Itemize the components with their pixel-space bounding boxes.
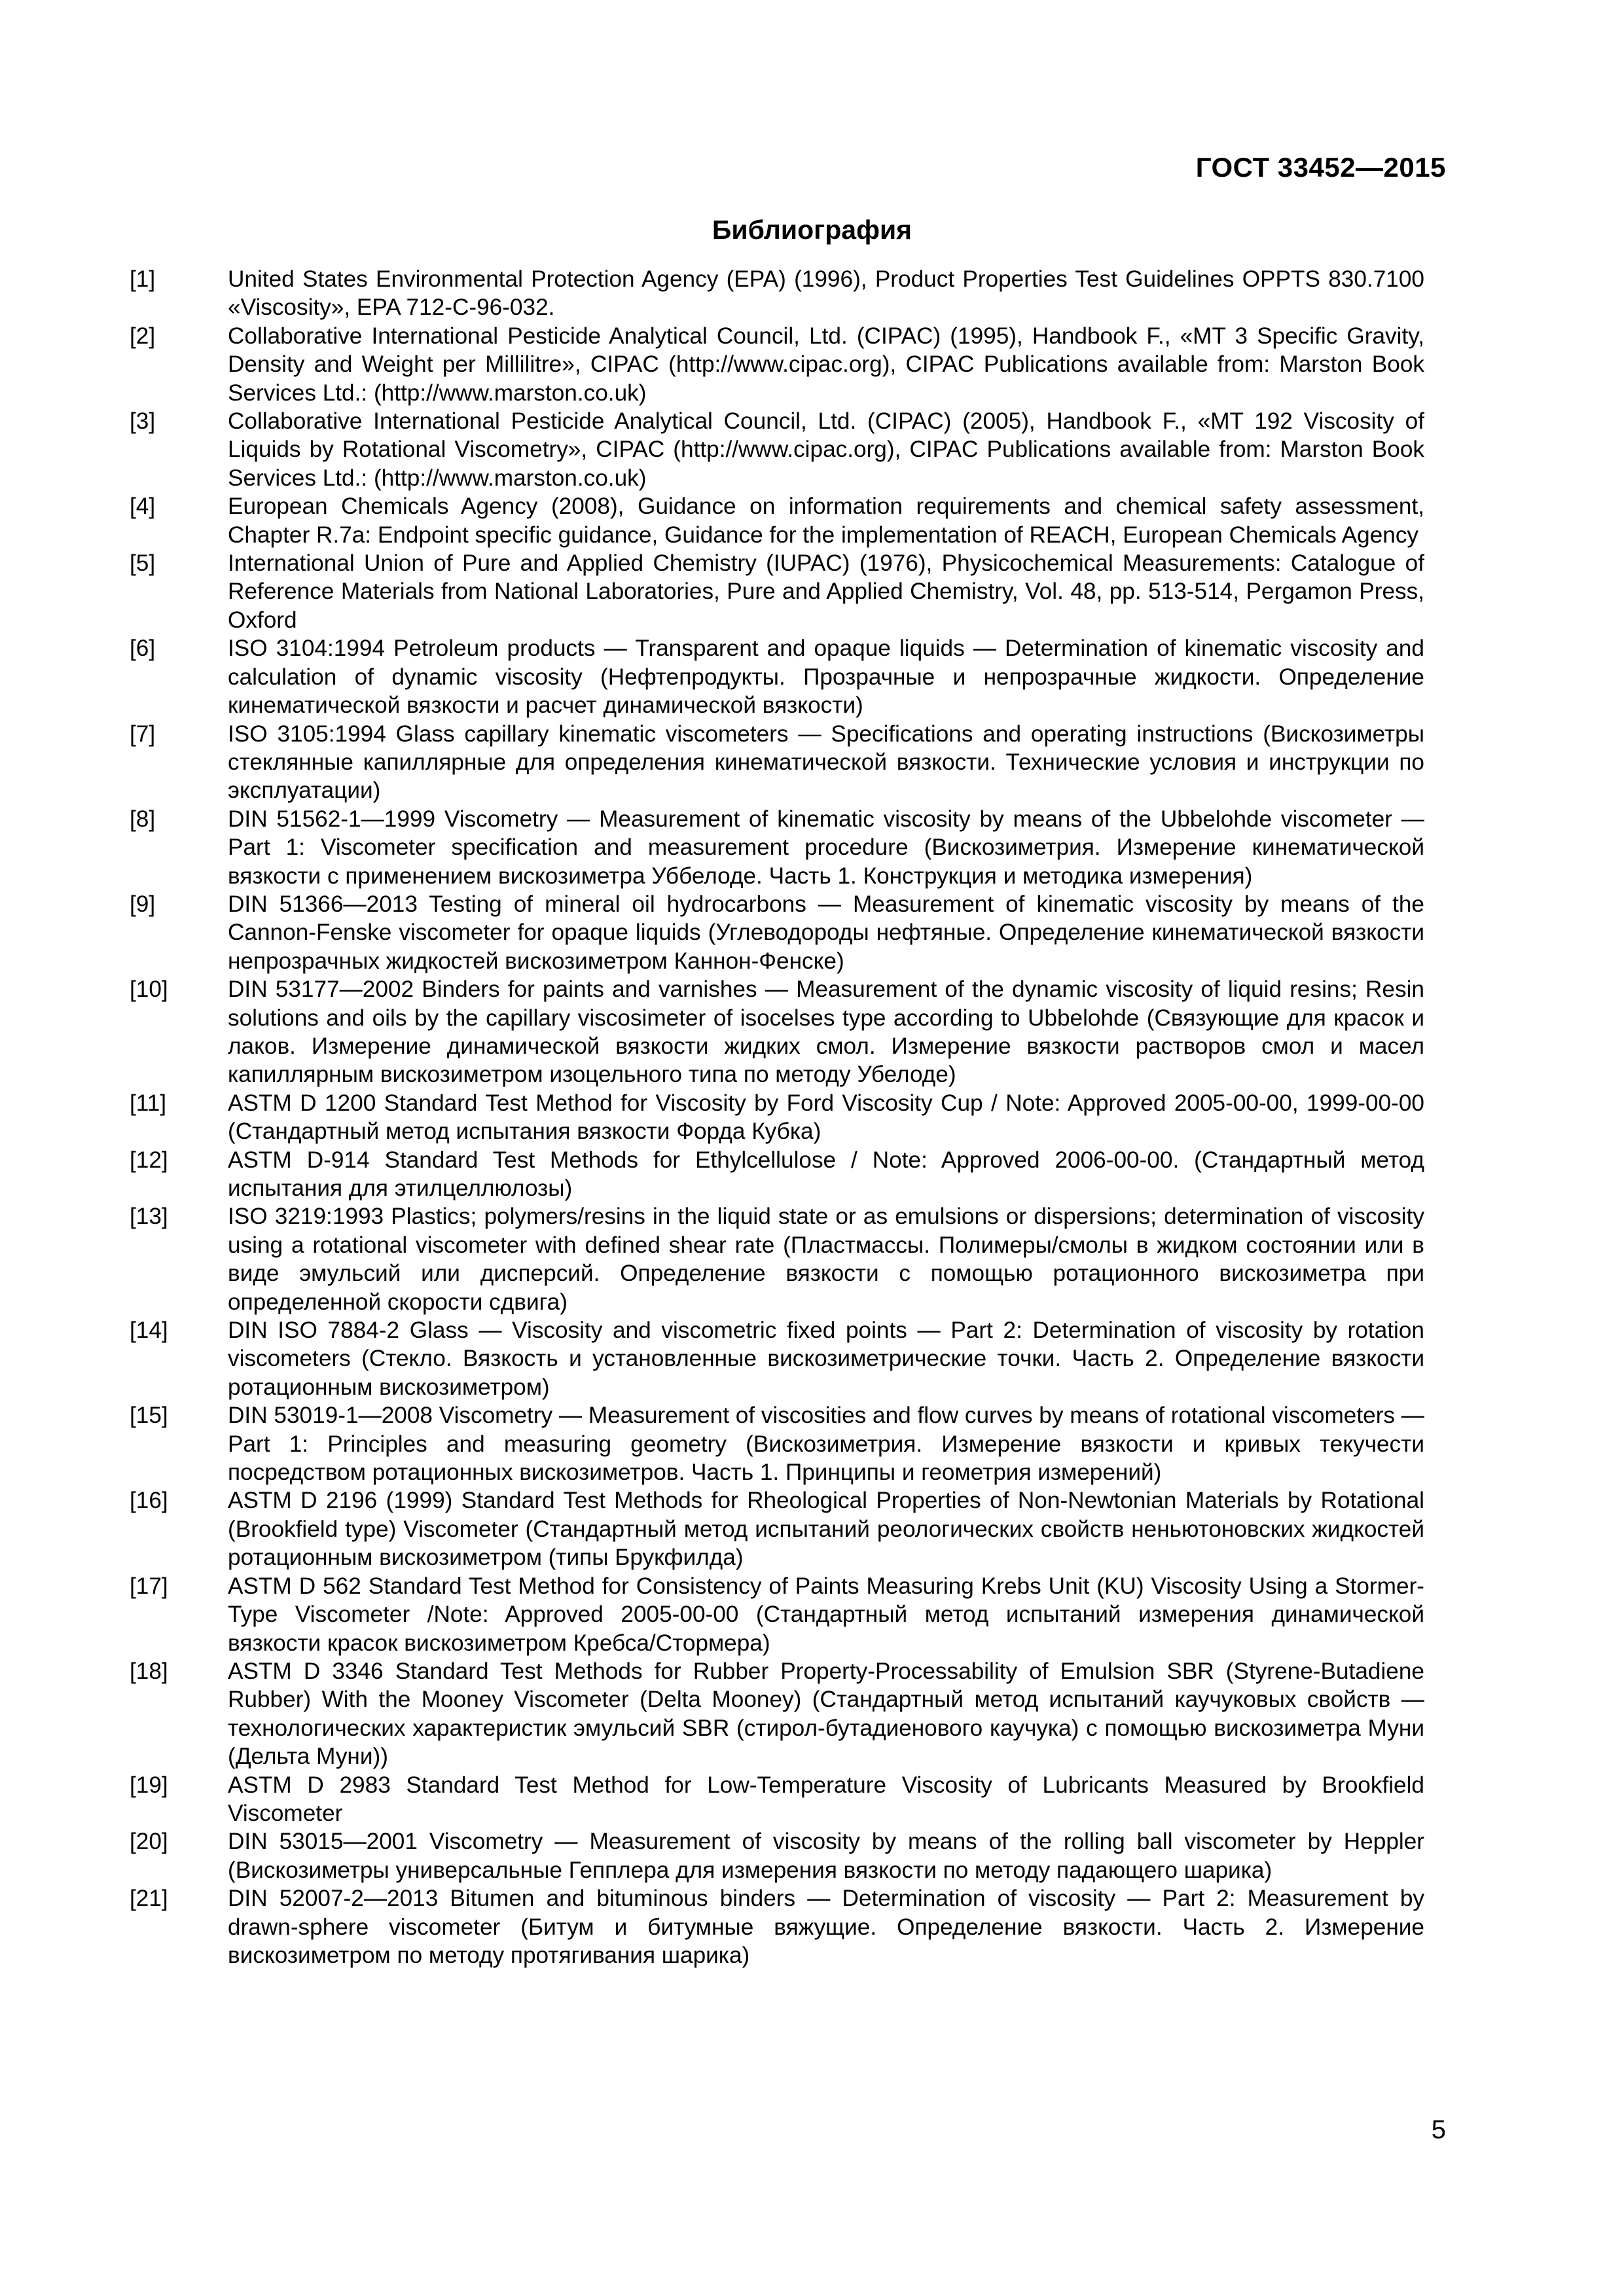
reference-number: [2]	[130, 323, 156, 349]
reference-text: ASTM D 2983 Standard Test Method for Low-Temperature Viscosity of Lubricants Measured by Brookfield Viscometer	[228, 1772, 1424, 1826]
reference-text: DIN 52007-2—2013 Bitumen and bituminous binders — Determination of viscosity — Part 2: Measurement by drawn-sphere viscometer (Битум и битумные вяжущие. Определение вязкости. Часть 2. Измерение вискозиметром по методу протягивания шарика)	[228, 1886, 1424, 1968]
reference-number: [18]	[130, 1658, 168, 1684]
reference-number: [1]	[130, 266, 156, 292]
bibliography-entry	[130, 975, 1424, 1089]
reference-text: ASTM D-914 Standard Test Methods for Ethylcellulose / Note: Approved 2006-00-00. (Стандартный метод испытания для этилцеллюлозы)	[228, 1147, 1424, 1201]
reference-text: ASTM D 3346 Standard Test Methods for Rubber Property-Processability of Emulsion SBR (Styrene-Butadiene Rubber) With the Mooney Viscometer (Delta Mooney) (Стандартный метод испытаний каучуковых свойств — технологических характеристик эмульсий SBR (стирол-бутадиенового каучука) с помощью вискозиметра Муни (Дельта Муни))	[228, 1658, 1424, 1770]
bibliography-entry	[130, 1827, 1424, 1884]
bibliography-entry	[130, 1401, 1424, 1486]
reference-text: ISO 3219:1993 Plastics; polymers/resins in the liquid state or as emulsions or dispersions; determination of viscosity using a rotational viscometer with defined shear rate (Пластмассы. Полимеры/смолы в жидком состоянии или в виде эмульсий или дисперсий. Определение вязкости с помощью ротационного вискозиметра при определенной скорости сдвига)	[228, 1204, 1424, 1315]
bibliography-entry	[130, 1316, 1424, 1401]
reference-number: [5]	[130, 550, 156, 577]
bibliography-entry	[130, 1146, 1424, 1203]
reference-text: ASTM D 1200 Standard Test Method for Viscosity by Ford Viscosity Cup / Note: Approved 2005-00-00, 1999-00-00 (Стандартный метод испытания вязкости Форда Кубка)	[228, 1090, 1424, 1145]
reference-text: ISO 3104:1994 Petroleum products — Transparent and opaque liquids — Determination of kinematic viscosity and calculation of dynamic viscosity (Нефтепродукты. Прозрачные и непрозрачные жидкости. Определение кинематической вязкости и расчет динамической вязкости)	[228, 636, 1424, 719]
bibliography-entry	[130, 1089, 1424, 1146]
standard-code: ГОСТ 33452—2015	[1195, 152, 1446, 183]
reference-number: [11]	[130, 1090, 167, 1116]
reference-text: International Union of Pure and Applied Chemistry (IUPAC) (1976), Physicochemical Measurements: Catalogue of Reference Materials from National Laboratories, Pure and Applied Chemistry, Vol. 48, pp. 513-514, Pergamon Press, Oxford	[228, 550, 1424, 633]
reference-number: [16]	[130, 1488, 168, 1514]
reference-text: ASTM D 2196 (1999) Standard Test Methods for Rheological Properties of Non-Newtonian Materials by Rotational (Brookfield type) Viscometer (Стандартный метод испытаний реологических свойств неньютоновских жидкостей ротационным вискозиметром (типы Брукфилда)	[228, 1488, 1424, 1571]
reference-text: DIN ISO 7884-2 Glass — Viscosity and viscometric fixed points — Part 2: Determination of viscosity by rotation viscometers (Стекло. Вязкость и установленные вискозиметрические точки. Часть 2. Определение вязкости ротационным вискозиметром)	[228, 1318, 1424, 1400]
bibliography-entry	[130, 720, 1424, 805]
bibliography-entry	[130, 1486, 1424, 1571]
reference-number: [19]	[130, 1772, 168, 1798]
reference-text: DIN 53177—2002 Binders for paints and varnishes — Measurement of the dynamic viscosity of liquid resins; Resin solutions and oils by the capillary viscosimeter of isocelses type according to Ubbelohde (Связующие для красок и лаков. Измерение динамической вязкости жидких смол. Измерение вязкости растворов смол и масел капиллярным вискозиметром изоцельного типа по методу Убелоде)	[228, 977, 1424, 1088]
reference-number: [12]	[130, 1147, 168, 1173]
reference-text: ASTM D 562 Standard Test Method for Consistency of Paints Measuring Krebs Unit (KU) Viscosity Using a Stormer-Type Viscometer /Note: Approved 2005-00-00 (Стандартный метод испытаний измерения динамической вязкости красок вискозиметром Кребса/Стормера)	[228, 1573, 1424, 1656]
reference-number: [3]	[130, 408, 156, 435]
reference-text: DIN 51562-1—1999 Viscometry — Measurement of kinematic viscosity by means of the Ubbelohde viscometer — Part 1: Viscometer specification and measurement procedure (Вискозиметрия. Измерение кинематической вязкости с применением вискозиметра Уббелоде. Часть 1. Конструкция и методика измерения)	[228, 806, 1424, 889]
reference-number: [8]	[130, 806, 156, 832]
reference-text: DIN 53015—2001 Viscometry — Measurement of viscosity by means of the rolling ball viscometer by Heppler (Вискозиметры универсальные Гепплера для измерения вязкости по методу падающего шарика)	[228, 1829, 1424, 1883]
bibliography-entry	[130, 1884, 1424, 1969]
reference-number: [9]	[130, 891, 156, 917]
bibliography-entry	[130, 1771, 1424, 1828]
reference-text: DIN 53019-1—2008 Viscometry — Measurement of viscosities and flow curves by means of rotational viscometers — Part 1: Principles and measuring geometry (Вискозиметрия. Измерение вязкости и кривых текучести посредством ротационных вискозиметров. Часть 1. Принципы и геометрия измерений)	[228, 1403, 1424, 1486]
reference-number: [6]	[130, 636, 156, 662]
bibliography-entry	[130, 407, 1424, 492]
bibliography-entry	[130, 1657, 1424, 1771]
bibliography-heading: Библиография	[712, 215, 912, 245]
bibliography-entry	[130, 634, 1424, 719]
bibliography-list	[130, 265, 1424, 1969]
reference-number: [21]	[130, 1886, 168, 1912]
bibliography-entry	[130, 265, 1424, 322]
reference-number: [15]	[130, 1403, 168, 1429]
reference-text: United States Environmental Protection Agency (EPA) (1996), Product Properties Test Guidelines OPPTS 830.7100 «Viscosity», EPA 712-C-96-032.	[228, 266, 1424, 321]
reference-text: Collaborative International Pesticide Analytical Council, Ltd. (CIPAC) (2005), Handbook F., «MT 192 Viscosity of Liquids by Rotational Viscometry», CIPAC (http://www.cipac.org), CIPAC Publications available from: Marston Book Services Ltd.: (http://www.marston.co.uk)	[228, 408, 1424, 491]
bibliography-entry	[130, 805, 1424, 890]
reference-number: [4]	[130, 493, 156, 520]
bibliography-entry	[130, 1202, 1424, 1316]
reference-number: [17]	[130, 1573, 168, 1599]
reference-text: ISO 3105:1994 Glass capillary kinematic viscometers — Specifications and operating instructions (Вискозиметры стеклянные капиллярные для определения кинематической вязкости. Технические условия и инструкции по эксплуатации)	[228, 721, 1424, 804]
bibliography-entry	[130, 1572, 1424, 1657]
bibliography-entry	[130, 492, 1424, 549]
reference-number: [14]	[130, 1318, 168, 1344]
reference-number: [7]	[130, 721, 156, 747]
reference-number: [10]	[130, 977, 168, 1003]
bibliography-entry	[130, 322, 1424, 407]
reference-number: [13]	[130, 1204, 168, 1230]
reference-text: Collaborative International Pesticide Analytical Council, Ltd. (CIPAC) (1995), Handbook F., «MT 3 Specific Gravity, Density and Weight per Millilitre», CIPAC (http://www.cipac.org), CIPAC Publications available from: Marston Book Services Ltd.: (http://www.marston.co.uk)	[228, 323, 1424, 406]
reference-text: DIN 51366—2013 Testing of mineral oil hydrocarbons — Measurement of kinematic viscosity by means of the Cannon-Fenske viscometer for opaque liquids (Углеводороды нефтяные. Определение кинематической вязкости непрозрачных жидкостей вискозиметром Каннон-Фенске)	[228, 891, 1424, 974]
bibliography-entry	[130, 890, 1424, 975]
reference-text: European Chemicals Agency (2008), Guidance on information requirements and chemical safety assessment, Chapter R.7a: Endpoint specific guidance, Guidance for the implementation of REACH, European Chemicals Agency	[228, 493, 1424, 548]
page-number: 5	[1431, 2115, 1446, 2144]
bibliography-entry	[130, 549, 1424, 634]
reference-number: [20]	[130, 1829, 168, 1855]
